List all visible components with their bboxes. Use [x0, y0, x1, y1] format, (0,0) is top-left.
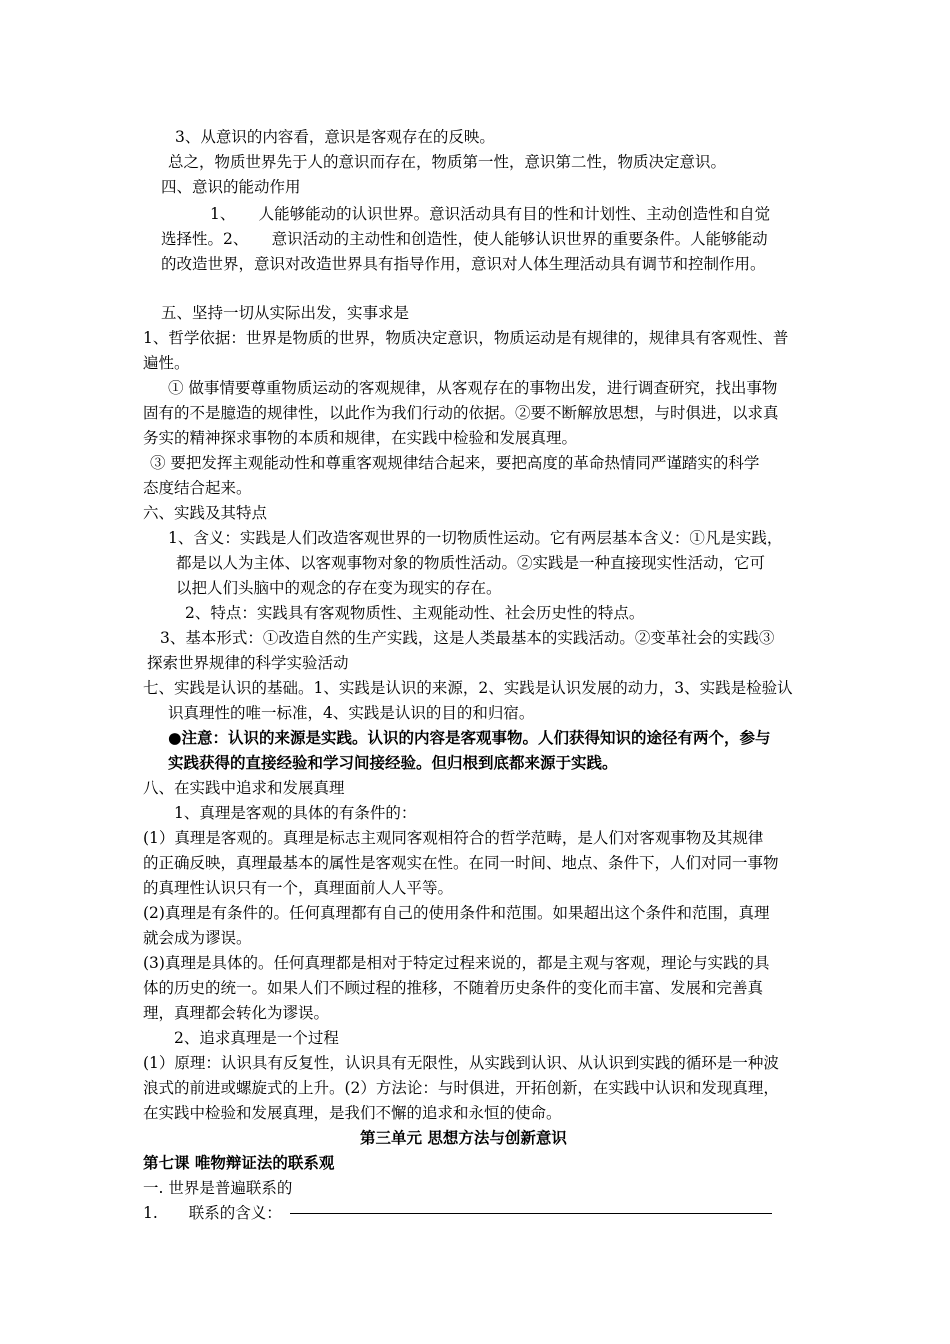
- text-line: 就会成为谬误。: [143, 929, 252, 947]
- text-line: 1、哲学依据：世界是物质的世界，物质决定意识，物质运动是有规律的，规律具有客观性、普: [143, 329, 789, 347]
- text-line: 3、基本形式：①改造自然的生产实践，这是人类最基本的实践活动。②变革社会的实践③: [160, 629, 775, 647]
- text-line: 1、真理是客观的具体的有条件的：: [174, 804, 417, 822]
- text-line: 理，真理都会转化为谬误。: [143, 1004, 330, 1022]
- text-line: (1）真理是客观的。真理是标志主观同客观相符合的哲学范畴，是人们对客观事物及其规律: [143, 829, 764, 847]
- text-line: 总之，物质世界先于人的意识而存在，物质第一性，意识第二性，物质决定意识。: [168, 153, 727, 171]
- text-line: 务实的精神探求事物的本质和规律，在实践中检验和发展真理。: [143, 429, 578, 447]
- text-line: (3)真理是具体的。任何真理都是相对于特定过程来说的，都是主观与客观，理论与实践的具: [143, 954, 770, 972]
- text-line: 2、追求真理是一个过程: [174, 1029, 339, 1047]
- note-line: ●注意：认识的来源是实践。认识的内容是客观事物。人们获得知识的途径有两个，参与: [168, 728, 771, 747]
- lesson-title: 第七课 唯物辩证法的联系观: [143, 1153, 335, 1172]
- text-line: (1）原理：认识具有反复性，认识具有无限性，从实践到认识、从认识到实践的循环是一种波: [143, 1054, 779, 1072]
- text-line: 都是以人为主体、以客观事物对象的物质性活动。②实践是一种直接现实性活动，它可: [176, 554, 766, 572]
- section-heading: 五、坚持一切从实际出发，实事求是: [161, 304, 410, 322]
- text-line: ① 做事情要尊重物质运动的客观规律，从客观存在的事物出发，进行调查研究，找出事物: [168, 379, 778, 397]
- section-heading: 八、在实践中追求和发展真理: [143, 779, 345, 797]
- section-heading: 四、意识的能动作用: [161, 178, 301, 196]
- text-line: 3、从意识的内容看，意识是客观存在的反映。: [175, 128, 495, 146]
- text-line: 1、含义：实践是人们改造客观世界的一切物质性运动。它有两层基本含义：①凡是实践，: [168, 529, 783, 547]
- text-line: 的正确反映，真理最基本的属性是客观实在性。在同一时间、地点、条件下，人们对同一事物: [143, 854, 779, 872]
- text-line: 以把人们头脑中的观念的存在变为现实的存在。: [176, 579, 502, 597]
- fill-in-label: 1. 联系的含义：: [143, 1204, 282, 1222]
- text-line: 体的历史的统一。如果人们不顾过程的推移，不随着历史条件的变化而丰富、发展和完善真: [143, 979, 764, 997]
- text-line: ③ 要把发挥主观能动性和尊重客观规律结合起来，要把高度的革命热情同严谨踏实的科学: [150, 454, 760, 472]
- section-heading: 六、实践及其特点: [143, 504, 268, 522]
- section-heading: 一. 世界是普遍联系的: [143, 1179, 293, 1197]
- fill-in-blank-line: [290, 1213, 772, 1214]
- text-line: 固有的不是臆造的规律性，以此作为我们行动的依据。②要不断解放思想，与时俱进，以求真: [143, 404, 779, 422]
- note-line: 实践获得的直接经验和学习间接经验。但归根到底都来源于实践。: [168, 753, 618, 772]
- text-line: 2、特点：实践具有客观物质性、主观能动性、社会历史性的特点。: [185, 604, 645, 622]
- unit-title: 第三单元 思想方法与创新意识: [360, 1128, 567, 1147]
- text-line: 态度结合起来。: [143, 479, 252, 497]
- text-line: 在实践中检验和发展真理，是我们不懈的追求和永恒的使命。: [143, 1104, 562, 1122]
- text-line: 遍性。: [143, 354, 190, 372]
- section-heading: 七、实践是认识的基础。1、实践是认识的来源，2、实践是认识发展的动力，3、实践是检验认: [143, 679, 793, 697]
- text-line: 的改造世界，意识对改造世界具有指导作用，意识对人体生理活动具有调节和控制作用。: [161, 255, 766, 273]
- text-line: (2)真理是有条件的。任何真理都有自己的使用条件和范围。如果超出这个条件和范围，真理: [143, 904, 770, 922]
- text-line: 1、 人能够能动的认识世界。意识活动具有目的性和计划性、主动创造性和自觉: [210, 205, 771, 223]
- text-line: 识真理性的唯一标准，4、实践是认识的目的和归宿。: [168, 704, 535, 722]
- text-line: 探索世界规律的科学实验活动: [147, 654, 349, 672]
- text-line: 浪式的前进或螺旋式的上升。(2）方法论：与时俱进，开拓创新，在实践中认识和发现真理，: [143, 1079, 779, 1097]
- text-line: 选择性。2、 意识活动的主动性和创造性，使人能够认识世界的重要条件。人能够能动: [161, 230, 768, 248]
- text-line: 的真理性认识只有一个，真理面前人人平等。: [143, 879, 454, 897]
